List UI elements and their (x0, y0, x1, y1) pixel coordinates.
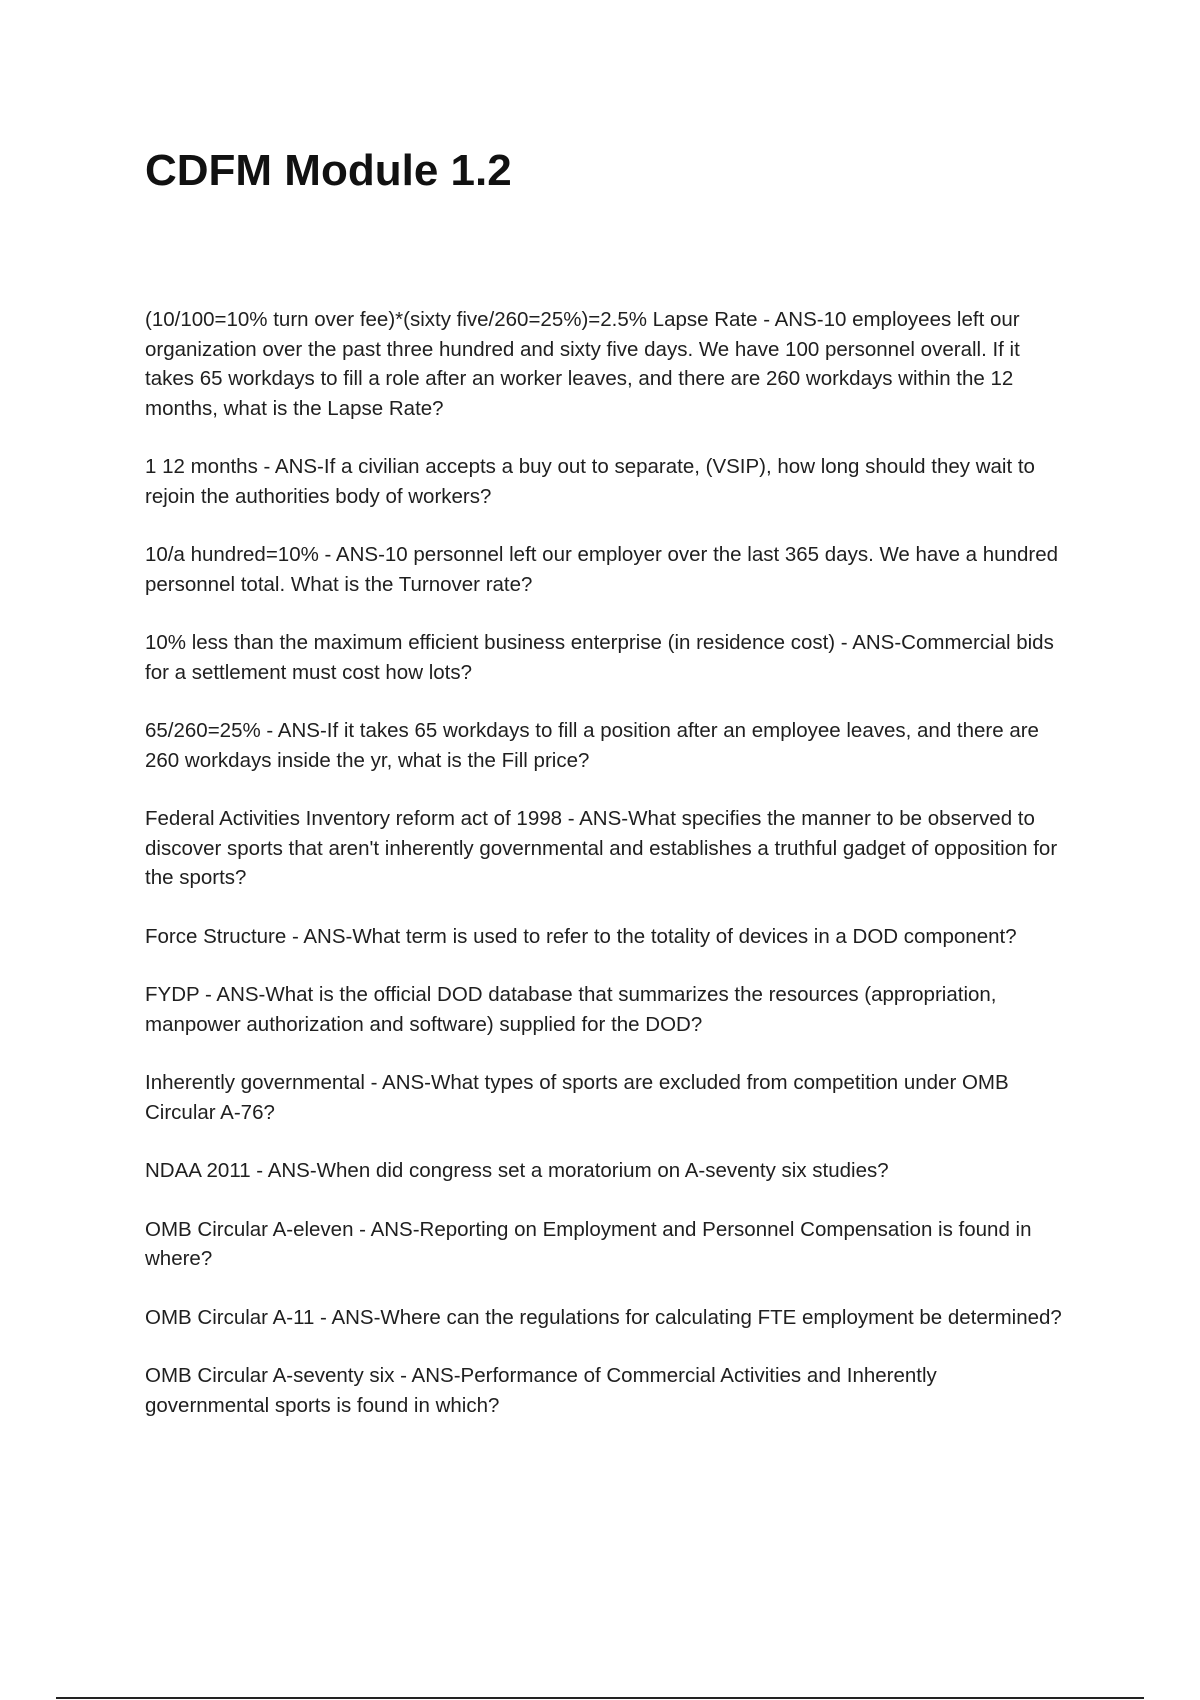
qa-entry: 65/260=25% - ANS-If it takes 65 workdays to fill a position after an employee leaves, and there are 260 workdays inside the yr, what is the Fill price? (145, 719, 1039, 772)
qa-entry: FYDP - ANS-What is the official DOD database that summarizes the resources (appropriation, manpower authorization and software) supplied for the DOD? (145, 983, 997, 1036)
qa-entry: Force Structure - ANS-What term is used to refer to the totality of devices in a DOD component? (145, 924, 1017, 948)
qa-entry: OMB Circular A-seventy six - ANS-Performance of Commercial Activities and Inherently governmental sports is found in which? (145, 1364, 937, 1417)
qa-entry: 1 12 months - ANS-If a civilian accepts a buy out to separate, (VSIP), how long should they wait to rejoin the authorities body of workers? (145, 455, 1035, 508)
qa-entry: 10% less than the maximum efficient business enterprise (in residence cost) - ANS-Commercial bids for a settlement must cost how lots? (145, 631, 1054, 684)
qa-list (145, 305, 1065, 1449)
qa-entry: 10/a hundred=10% - ANS-10 personnel left our employer over the last 365 days. We have a hundred personnel total. What is the Turnover rate? (145, 543, 1059, 596)
qa-entry: Inherently governmental - ANS-What types of sports are excluded from competition under OMB Circular A-76? (145, 1071, 1009, 1124)
page-bottom-rule (56, 1697, 1144, 1699)
qa-entry: NDAA 2011 - ANS-When did congress set a moratorium on A-seventy six studies? (145, 1159, 889, 1182)
qa-entry: OMB Circular A-eleven - ANS-Reporting on Employment and Personnel Compensation is found in where? (145, 1217, 1032, 1270)
qa-entry: (10/100=10% turn over fee)*(sixty five/260=25%)=2.5% Lapse Rate - ANS-10 employees left our organization over the past three hundred and sixty five days. We have 100 personnel overall. If it takes 65 workdays to fill a role after an worker leaves, and there are 260 workdays within the 12 months, what is the Lapse Rate? (145, 308, 1020, 420)
qa-entry: Federal Activities Inventory reform act of 1998 - ANS-What specifies the manner to be observed to discover sports that aren't inherently governmental and establishes a truthful gadget of opposition for the sports? (145, 807, 1058, 889)
qa-entry: OMB Circular A-11 - ANS-Where can the regulations for calculating FTE employment be determined? (145, 1305, 1062, 1329)
document-title: CDFM Module 1.2 (145, 146, 512, 195)
